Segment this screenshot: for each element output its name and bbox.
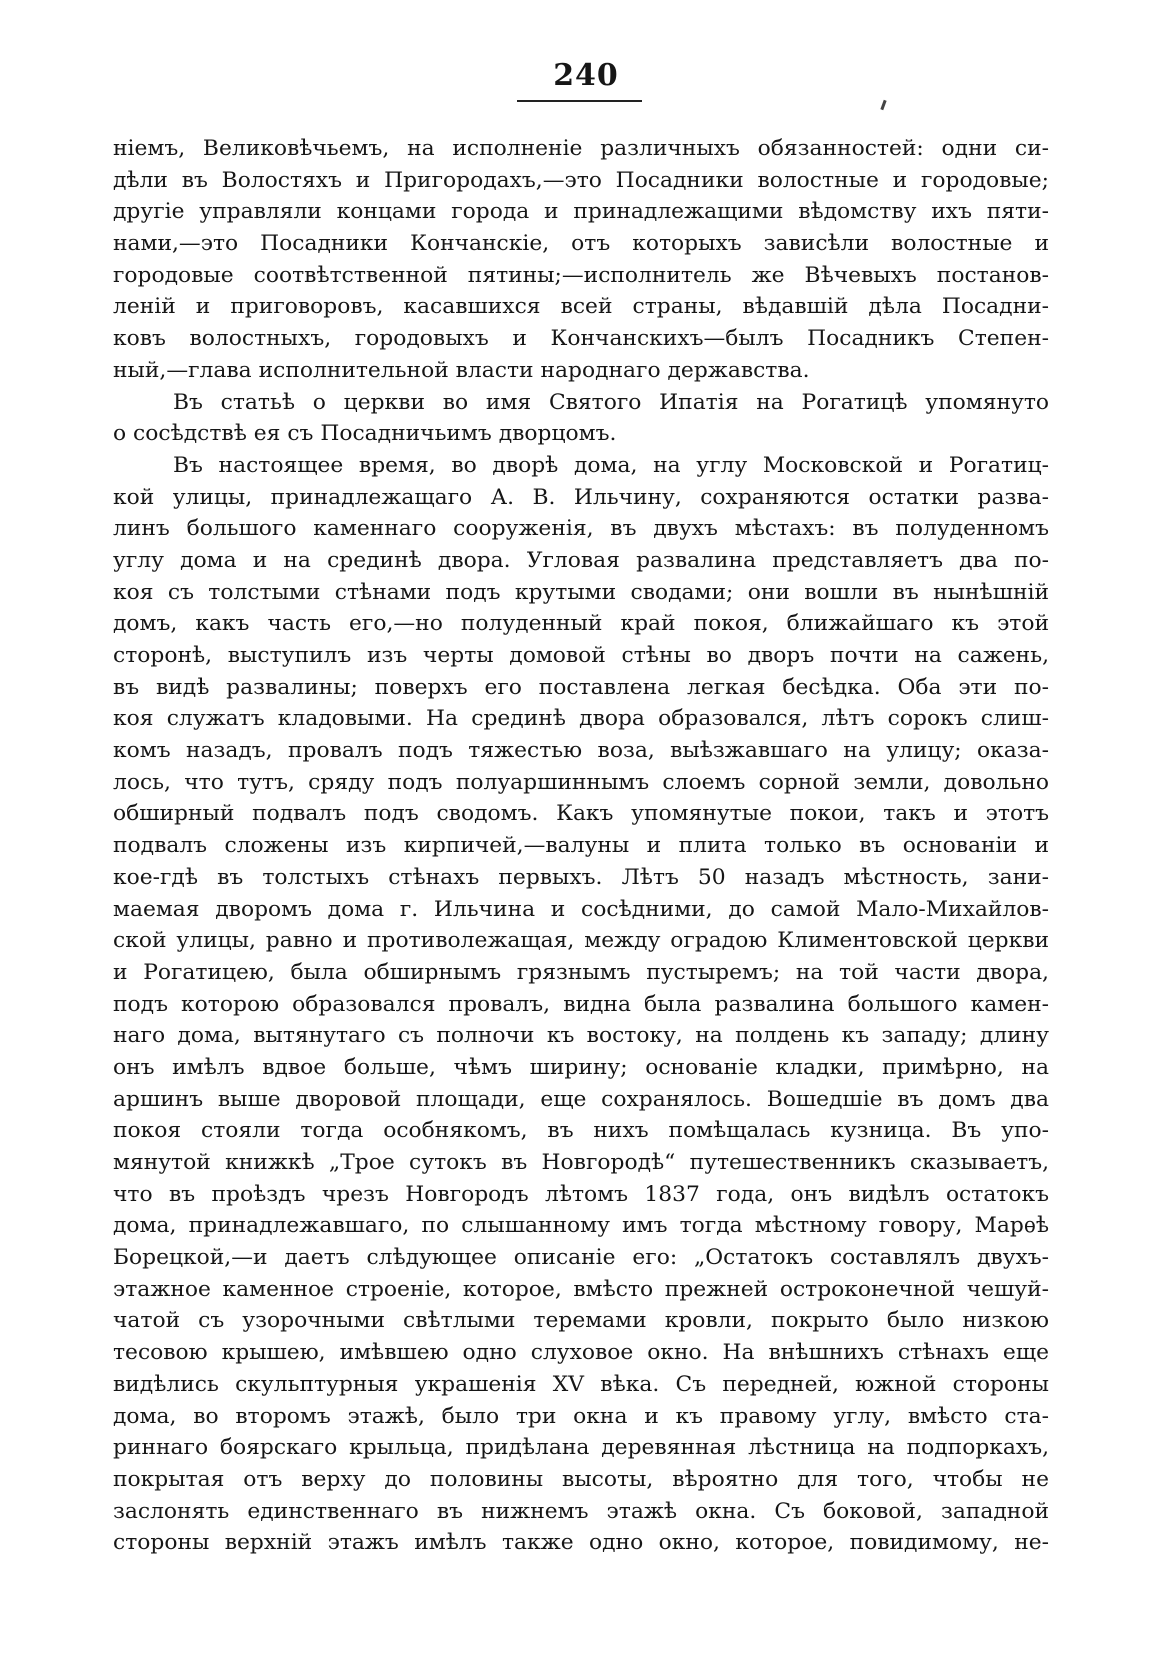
text-line: другіе управляли концами города и принадлежащими вѣдомству ихъ пяти-	[113, 199, 1049, 225]
text-line: нами,—это Посадники Кончанскіе, отъ которыхъ зависѣли волостные и	[113, 231, 1049, 257]
text-line: стороны верхній этажъ имѣлъ также одно окно, которое, повидимому, не-	[113, 1530, 1049, 1556]
text-line: Въ настоящее время, во дворѣ дома, на углу Московской и Рогатиц-	[173, 452, 1049, 478]
text-line: риннаго боярскаго крыльца, придѣлана деревянная лѣстница на подпоркахъ,	[113, 1435, 1049, 1461]
text-line: ніемъ, Великовѣчьемъ, на исполненіе различныхъ обязанностей: одни си-	[113, 136, 1049, 161]
text-line: и Рогатицею, была обширнымъ грязнымъ пустыремъ; на той части двора,	[113, 959, 1049, 985]
paragraph	[113, 450, 1049, 1559]
text-line: дома, принадлежавшаго, по слышанному имъ тогда мѣстному говору, Марѳѣ	[113, 1213, 1049, 1239]
text-line: чатой съ узорочными свѣтлыми теремами кровли, покрыто было низкою	[113, 1308, 1049, 1334]
page-number: 240	[553, 58, 619, 93]
text-line: кое-гдѣ въ толстыхъ стѣнахъ первыхъ. Лѣтъ 50 назадъ мѣстность, зани-	[113, 864, 1049, 890]
text-line: этажное каменное строеніе, которое, вмѣсто прежней остроконечной чешуй-	[113, 1276, 1049, 1302]
text-line: домъ, какъ часть его,—но полуденный край покоя, ближайшаго къ этой	[113, 611, 1049, 637]
text-line: тесовою крышею, имѣвшею одно слуховое окно. На внѣшнихъ стѣнахъ еще	[113, 1340, 1049, 1366]
text-line: ской улицы, равно и противолежащая, между оградою Климентовской церкви	[113, 928, 1049, 954]
header-rule	[517, 100, 642, 102]
text-line: углу дома и на срединѣ двора. Угловая развалина представляетъ два по-	[113, 547, 1049, 573]
text-line: коя служатъ кладовыми. На срединѣ двора образовался, лѣтъ сорокъ слиш-	[113, 706, 1049, 732]
text-line: ный,—глава исполнительной власти народнаго державства.	[113, 357, 810, 383]
text-line: заслонять единственнаго въ нижнемъ этажѣ окна. Съ боковой, западной	[113, 1498, 1049, 1524]
text-line: лось, что тутъ, сряду подъ полуаршиннымъ слоемъ сорной земли, довольно	[113, 769, 1049, 795]
text-line: Въ статьѣ о церкви во имя Святого Ипатія на Рогатицѣ упомянуто	[173, 389, 1049, 415]
text-line: въ видѣ развалины; поверхъ его поставлена легкая бесѣдка. Оба эти по-	[113, 674, 1049, 700]
text-line: дѣли въ Волостяхъ и Пригородахъ,—это Посадники волостные и городовые;	[113, 167, 1049, 193]
text-line: сторонѣ, выступилъ изъ черты домовой стѣны во дворъ почти на сажень,	[113, 643, 1049, 668]
text-line: дома, во второмъ этажѣ, было три окна и къ правому углу, вмѣсто ста-	[113, 1403, 1049, 1429]
text-line: о сосѣдствѣ ея съ Посадничьимъ дворцомъ.	[113, 421, 617, 447]
text-line: мянутой книжкѣ „Трое сутокъ въ Новгородѣ“ путешественникъ сказываетъ,	[113, 1150, 1049, 1175]
text-line: комъ назадъ, провалъ подъ тяжестью воза, выѣзжавшаго на улицу; оказа-	[113, 738, 1049, 764]
text-line: обширный подвалъ подъ сводомъ. Какъ упомянутые покои, такъ и этотъ	[113, 801, 1049, 827]
text-line: покрытая отъ верху до половины высоты, вѣроятно для того, чтобы не	[113, 1466, 1049, 1492]
text-line: видѣлись скульптурныя украшенія XV вѣка. Съ передней, южной стороны	[113, 1371, 1049, 1397]
text-line: леній и приговоровъ, касавшихся всей страны, вѣдавшій дѣла Посадни-	[113, 294, 1049, 320]
text-line: линъ большого каменнаго сооруженія, въ двухъ мѣстахъ: въ полуденномъ	[113, 516, 1049, 542]
text-line: Борецкой,—и даетъ слѣдующее описаніе его: „Остатокъ составлялъ двухъ-	[113, 1245, 1049, 1271]
text-line: что въ проѣздъ чрезъ Новгородъ лѣтомъ 1837 года, онъ видѣлъ остатокъ	[113, 1181, 1049, 1207]
stray-ink-mark	[880, 100, 886, 110]
text-line: подъ которою образовался провалъ, видна была развалина большого камен-	[113, 991, 1049, 1017]
text-line: онъ имѣлъ вдвое больше, чѣмъ ширину; основаніе кладки, примѣрно, на	[113, 1054, 1049, 1080]
text-line: кой улицы, принадлежащаго А. В. Ильчину, сохраняются остатки разва-	[113, 484, 1049, 510]
text-line: подвалъ сложены изъ кирпичей,—валуны и плита только въ основаніи и	[113, 833, 1049, 859]
text-line: маемая дворомъ дома г. Ильчина и сосѣдними, до самой Мало-Михайлов-	[113, 896, 1049, 922]
body-text	[113, 133, 1049, 1559]
text-line: ковъ волостныхъ, городовыхъ и Кончанскихъ—былъ Посадникъ Степен-	[113, 326, 1049, 352]
text-line: коя съ толстыми стѣнами подъ крутыми сводами; они вошли въ нынѣшній	[113, 579, 1049, 605]
paragraph	[113, 387, 1049, 450]
text-line: аршинъ выше дворовой площади, еще сохранялось. Вошедшіе въ домъ два	[113, 1086, 1049, 1112]
paragraph	[113, 133, 1049, 387]
text-line: городовые соотвѣтственной пятины;—исполнитель же Вѣчевыхъ постанов-	[113, 262, 1049, 288]
text-line: наго дома, вытянутаго съ полночи къ востоку, на полдень къ западу; длину	[113, 1023, 1049, 1049]
text-line: покоя стояли тогда особнякомъ, въ нихъ помѣщалась кузница. Въ упо-	[113, 1118, 1049, 1144]
